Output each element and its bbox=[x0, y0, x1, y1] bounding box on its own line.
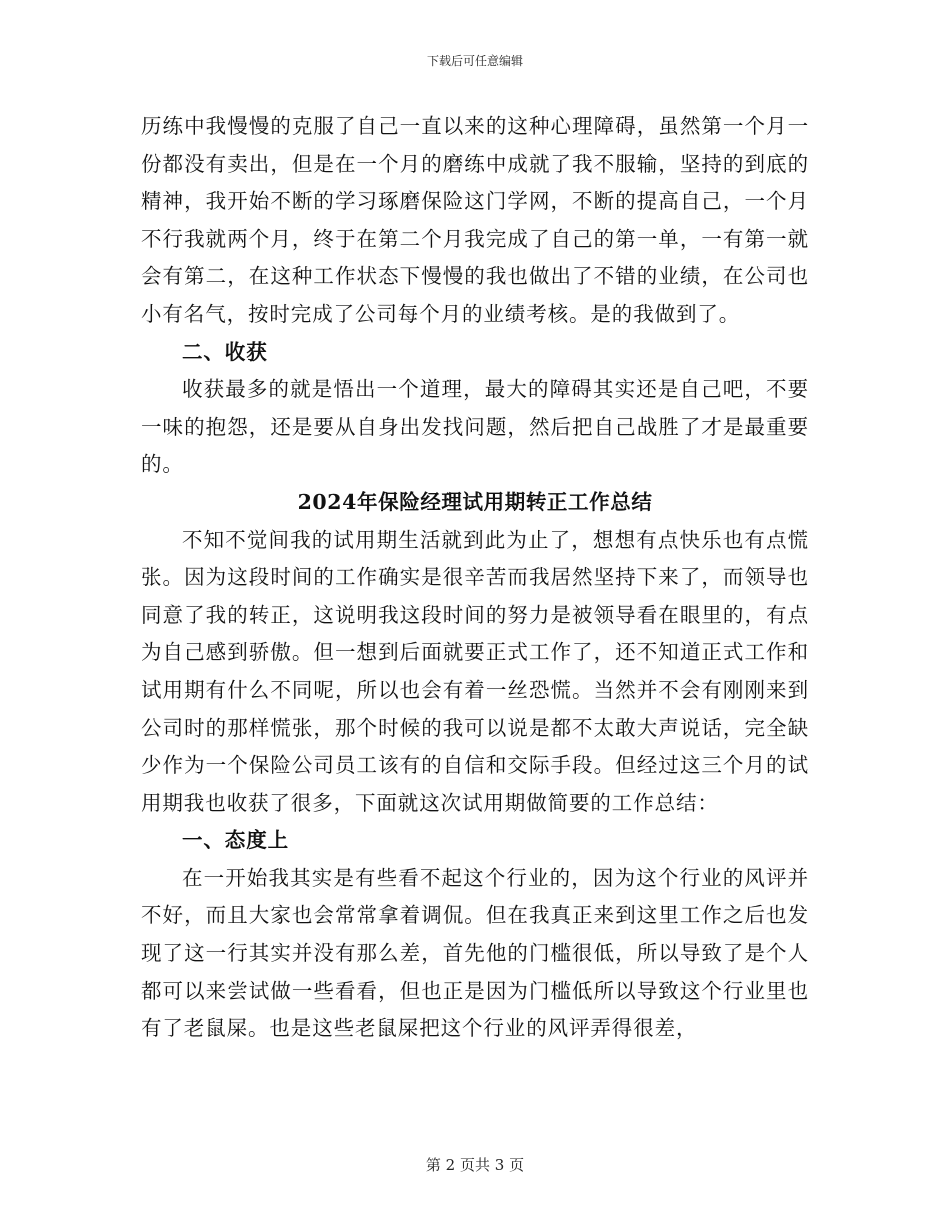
document-body bbox=[141, 108, 809, 1048]
paragraph-introduction: 不知不觉间我的试用期生活就到此为止了，想想有点快乐也有点慌张。因为这段时间的工作确实是很辛苦而我居然坚持下来了，而领导也同意了我的转正，这说明我这段时间的努力是被领导看在眼里的，有点为自己感到骄傲。但一想到后面就要正式工作了，还不知道正式工作和试用期有什么不同呢，所以也会有着一丝恐慌。当然并不会有刚刚来到公司时的那样慌张，那个时候的我可以说是都不太敢大声说话，完全缺少作为一个保险公司员工该有的自信和交际手段。但经过这三个月的试用期我也收获了很多，下面就这次试用期做简要的工作总结： bbox=[141, 527, 809, 815]
page-header: 下载后可任意编辑 bbox=[426, 54, 523, 68]
paragraph-overcoming: 历练中我慢慢的克服了自己一直以来的这种心理障碍，虽然第一个月一份都没有卖出，但是在一个月的磨练中成就了我不服输，坚持的到底的精神，我开始不断的学习琢磨保险这门学网，不断的提高自己，一个月不行我就两个月，终于在第二个月我完成了自己的第一单，一有第一就会有第二，在这种工作状态下慢慢的我也做出了不错的业绩，在公司也小有名气，按时完成了公司每个月的业绩考核。是的我做到了。 bbox=[141, 114, 809, 326]
paragraph-attitude: 在一开始我其实是有些看不起这个行业的，因为这个行业的风评并不好，而且大家也会常常拿着调侃。但在我真正来到这里工作之后也发现了这一行其实并没有那么差，首先他的门槛很低，所以导致了是个人都可以来尝试做一些看看，但也正是因为门槛低所以导致这个行业里也有了老鼠屎。也是这些老鼠屎把这个行业的风评弄得很差， bbox=[141, 865, 809, 1041]
paragraph-harvest: 收获最多的就是悟出一个道理，最大的障碍其实还是自己吧，不要一味的抱怨，还是要从自身出发找问题，然后把自己战胜了才是最重要的。 bbox=[141, 377, 809, 477]
section-heading-harvest: 二、收获 bbox=[182, 339, 268, 364]
section-heading-attitude: 一、态度上 bbox=[182, 828, 289, 853]
document-title: 2024年保险经理试用期转正工作总结 bbox=[297, 489, 653, 514]
page-number: 第 2 页共 3 页 bbox=[425, 1156, 525, 1174]
